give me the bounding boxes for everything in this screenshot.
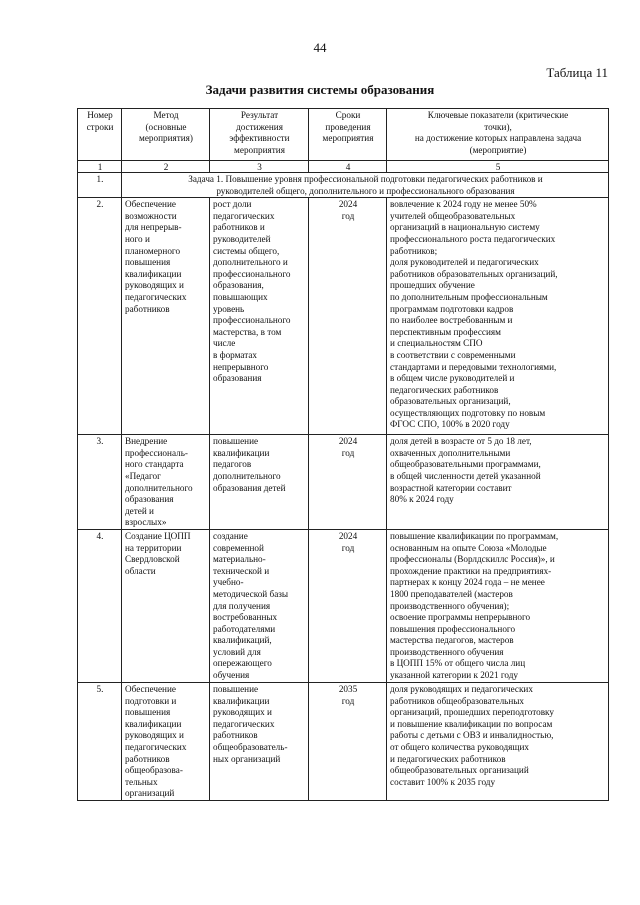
table-row — [78, 198, 609, 435]
column-number: 4 — [309, 161, 387, 173]
term-cell: 2024 год — [309, 435, 387, 530]
term-cell: 2024 год — [309, 529, 387, 682]
method-cell: Обеспечение возможности для непрерыв- ного и планомерного повышения квалификации руководящих и педагогических работников — [122, 198, 210, 435]
table-header-row — [78, 109, 609, 161]
row-number: 1. — [78, 173, 122, 198]
result-cell: рост доли педагогических работников и руководителей системы общего, дополнительного и профессионального образования, повышающих уровень профессионального мастерства, в том числе в форматах непрерывного образования — [210, 198, 309, 435]
table-row — [78, 529, 609, 682]
indicators-cell: повышение квалификации по программам, основанным на опыте Союза «Молодые профессионалы (Ворлдскиллс Россия)», и прохождение практики на предприятиях- партнерах к концу 2024 года – не менее 1800 преподавателей (мастеров производственного обучения); освоение программы непрерывного повышения профессионального мастерства педагогов, мастеров производственного обучения в ЦОПП 15% от общего числа лиц указанной категории к 2021 году — [387, 529, 609, 682]
column-number-row — [78, 161, 609, 173]
column-number: 1 — [78, 161, 122, 173]
header-indicators: Ключевые показатели (критические точки), на достижение которых направлена задача (мероприятие) — [387, 109, 609, 161]
tasks-table — [77, 108, 609, 801]
column-number: 5 — [387, 161, 609, 173]
document-title: Задачи развития системы образования — [205, 82, 435, 97]
term-cell: 2024 год — [309, 198, 387, 435]
term-cell: 2035 год — [309, 682, 387, 800]
result-cell: повышение квалификации педагогов дополнительного образования детей — [210, 435, 309, 530]
method-cell: Обеспечение подготовки и повышения квалификации руководящих и педагогических работников общеобразова- тельных организаций — [122, 682, 210, 800]
page-number: 44 — [313, 40, 327, 55]
column-number: 2 — [122, 161, 210, 173]
task-title: Задача 1. Повышение уровня профессиональной подготовки педагогических работников и руководителей общего, дополнительного и профессионального образования — [122, 173, 609, 198]
header-method: Метод (основные мероприятия) — [122, 109, 210, 161]
result-cell: повышение квалификации руководящих и педагогических работников общеобразователь- ных организаций — [210, 682, 309, 800]
method-cell: Внедрение профессиональ- ного стандарта «Педагог дополнительного образования детей и взрослых» — [122, 435, 210, 530]
result-cell: создание современной материально- технической и учебно- методической базы для получения востребованных работодателями квалификаций, условий для опережающего обучения — [210, 529, 309, 682]
table-label: Таблица 11 — [546, 65, 608, 80]
table-row — [78, 435, 609, 530]
header-row-number: Номер строки — [78, 109, 122, 161]
row-number: 3. — [78, 435, 122, 530]
indicators-cell: доля руководящих и педагогических работников общеобразовательных организаций, прошедших переподготовку и повышение квалификации по вопросам работы с детьми с ОВЗ и инвалидностью, от общего количества руководящих и педагогических работников общеобразовательных организаций составит 100% к 2035 году — [387, 682, 609, 800]
row-number: 2. — [78, 198, 122, 435]
indicators-cell: доля детей в возрасте от 5 до 18 лет, охваченных дополнительными общеобразовательными программами, в общей численности детей указанной возрастной категории составит 80% к 2024 году — [387, 435, 609, 530]
task-row — [78, 173, 609, 198]
header-result: Результат достижения эффективности мероприятия — [210, 109, 309, 161]
row-number: 5. — [78, 682, 122, 800]
table-row — [78, 682, 609, 800]
column-number: 3 — [210, 161, 309, 173]
header-term: Сроки проведения мероприятия — [309, 109, 387, 161]
indicators-cell: вовлечение к 2024 году не менее 50% учителей общеобразовательных организаций в национальную систему профессионального роста педагогических работников; доля руководителей и педагогических работников образовательных организаций, прошедших обучение по дополнительным профессиональным программам подготовки кадров по наиболее востребованным и перспективным профессиям и специальностям СПО в соответствии с современными стандартами и передовыми технологиями, в общем числе руководителей и педагогических работников образовательных организаций, осуществляющих подготовку по новым ФГОС СПО, 100% в 2020 году — [387, 198, 609, 435]
method-cell: Создание ЦОПП на территории Свердловской области — [122, 529, 210, 682]
row-number: 4. — [78, 529, 122, 682]
